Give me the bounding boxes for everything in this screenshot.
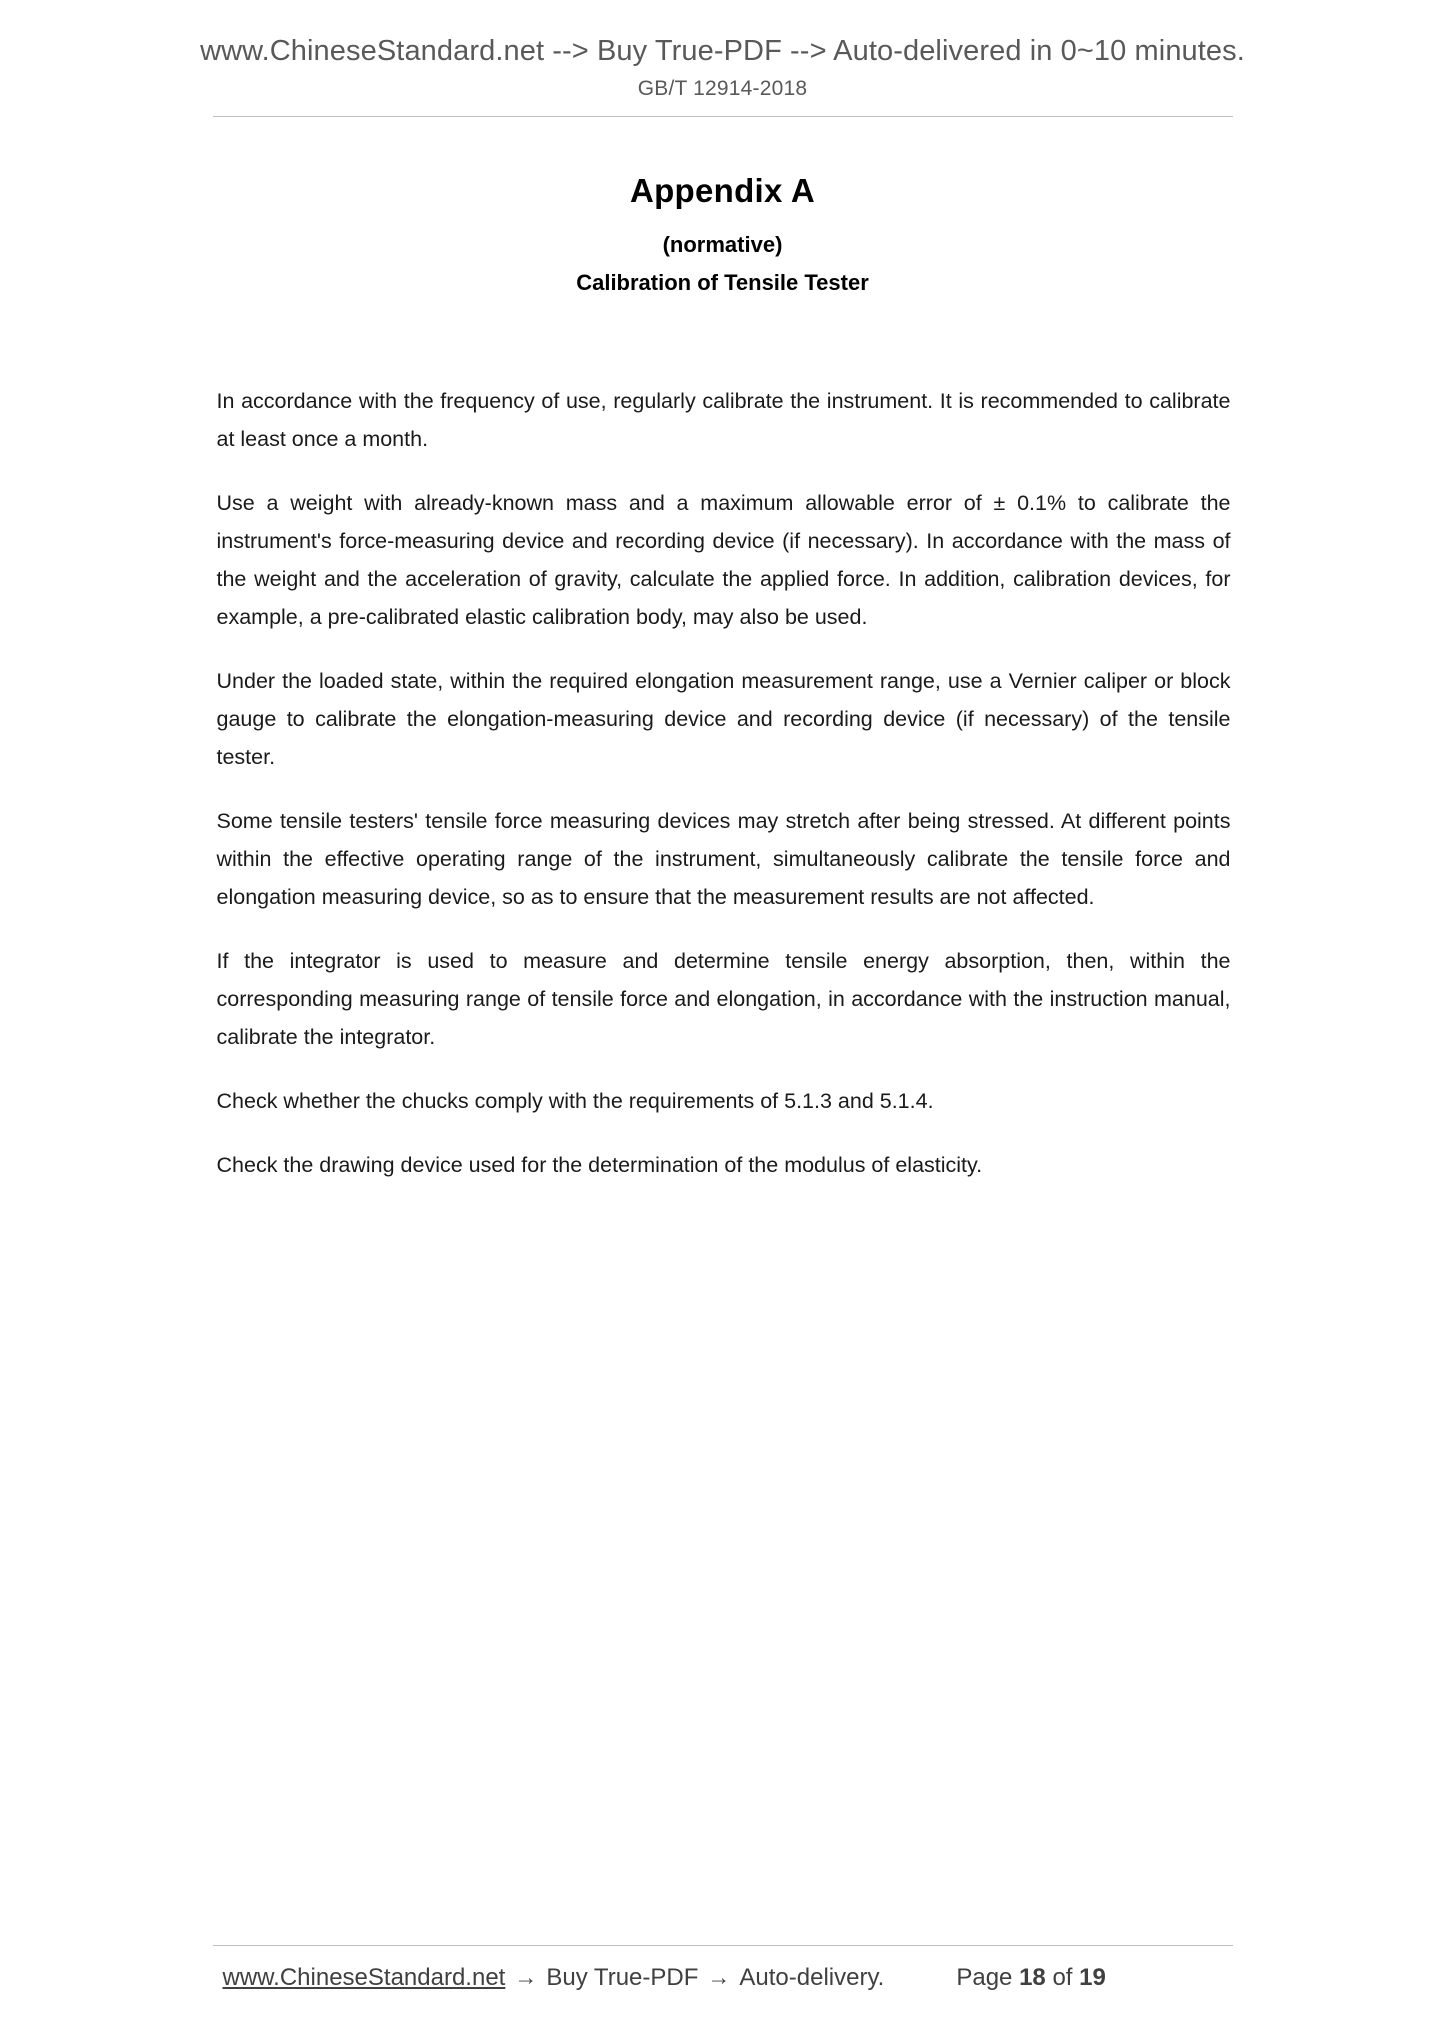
page-total: 19 (1079, 1964, 1106, 1991)
header-standard-number: GB/T 12914-2018 (637, 76, 808, 100)
footer-divider (213, 1945, 1233, 1946)
page-current: 18 (1019, 1964, 1046, 1991)
header-divider (213, 116, 1233, 117)
paragraph: Check the drawing device used for the determination of the modulus of elasticity. (216, 1152, 983, 1177)
page-footer (0, 1945, 1445, 1992)
footer-site-link[interactable]: www.ChineseStandard.net (222, 1964, 506, 1991)
page-label: Page (956, 1964, 1013, 1991)
footer-buy-label: Buy True-PDF (546, 1964, 699, 1991)
arrow-right-icon: → (514, 1964, 538, 1990)
paragraph: Some tensile testers' tensile force measuring devices may stretch after being stressed. At different points within the effective operating range of the instrument, simultaneously calibrate the tensile force and elongation measuring device, so as to ensure that the measurement results are not affected. (216, 808, 1231, 909)
paragraph: Check whether the chucks comply with the requirements of 5.1.3 and 5.1.4. (216, 1088, 934, 1113)
paragraph: Use a weight with already-known mass and a maximum allowable error of ± 0.1% to calibrate the instrument's force-measuring device and recording device (if necessary). In accordance with the mass of the weight and the acceleration of gravity, calculate the applied force. In addition, calibration devices, for example, a pre-calibrated elastic calibration body, may also be used. (216, 490, 1231, 629)
page-number-indicator (956, 1964, 1106, 1992)
title-subject: Calibration of Tensile Tester (576, 269, 869, 295)
paragraph: Under the loaded state, within the required elongation measurement range, use a Vernier caliper or block gauge to calibrate the elongation-measuring device and recording device (if necessary) of the tensile tester. (216, 668, 1231, 769)
paragraph: If the integrator is used to measure and determine tensile energy absorption, then, within the corresponding measuring range of tensile force and elongation, in accordance with the instruction manual, calibrate the integrator. (216, 948, 1231, 1049)
paragraph: In accordance with the frequency of use, regularly calibrate the instrument. It is recommended to calibrate at least once a month. (216, 388, 1231, 451)
page-of-label: of (1052, 1964, 1073, 1991)
header-promo-text: www.ChineseStandard.net --> Buy True-PDF --> Auto-delivered in 0~10 minutes. (200, 35, 1245, 67)
footer-delivery-label: Auto-delivery. (739, 1964, 885, 1991)
document-content (213, 382, 1233, 1184)
page-title: Appendix A (629, 171, 816, 209)
title-normative-label: (normative) (662, 231, 783, 257)
arrow-right-icon: → (707, 1964, 731, 1990)
title-block (0, 172, 1445, 296)
page-header (0, 0, 1445, 117)
body-paragraphs (213, 382, 1233, 1184)
